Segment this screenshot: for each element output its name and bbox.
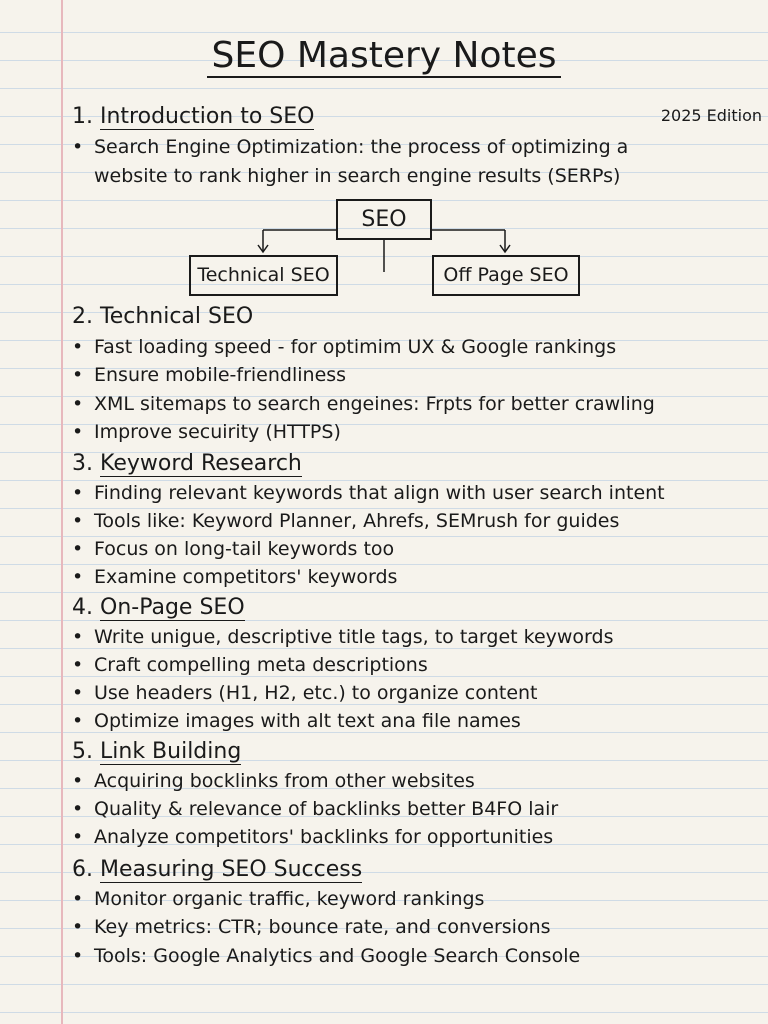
list-item: • Finding relevant keywords that align with user search intent	[72, 479, 665, 507]
bullet-dot: •	[72, 945, 84, 967]
bullet-dot: •	[72, 916, 84, 938]
bullet-dot: •	[72, 538, 84, 560]
list-item: • Examine competitors' keywords	[72, 563, 397, 591]
intro-bullet-1: • Search Engine Optimization: the process of optimizing a	[72, 133, 628, 161]
section-title: Introduction to SEO	[100, 104, 315, 129]
section-number: 4.	[72, 595, 93, 620]
bullet-dot: •	[72, 682, 84, 704]
list-item: • Tools like: Keyword Planner, Ahrefs, SEMrush for guides	[72, 507, 619, 535]
margin-line	[61, 0, 63, 1024]
section-4-heading	[72, 594, 245, 622]
page-title: SEO Mastery Notes	[0, 32, 768, 80]
section-6-heading	[72, 856, 362, 884]
bullet-dot: •	[72, 510, 84, 532]
section-title: Keyword Research	[100, 451, 302, 476]
section-number: 5.	[72, 739, 93, 764]
diagram-root-box: SEO	[336, 199, 432, 240]
list-item: • Use headers (H1, H2, etc.) to organize content	[72, 679, 538, 707]
section-number: 3.	[72, 451, 93, 476]
section-title: Technical SEO	[100, 304, 254, 329]
list-item: • Craft compelling meta descriptions	[72, 651, 428, 679]
list-item: • Quality & relevance of backlinks better B4FO lair	[72, 795, 558, 823]
intro-bullet-1-continued: website to rank higher in search engine results (SERPs)	[94, 165, 621, 187]
section-3-heading	[72, 450, 302, 478]
bullet-dot: •	[72, 888, 84, 910]
bullet-dot: •	[72, 393, 84, 415]
diagram-technical-seo-box: Technical SEO	[189, 255, 338, 296]
bullet-dot: •	[72, 798, 84, 820]
list-item: • Monitor organic traffic, keyword rankings	[72, 885, 484, 913]
list-item: • Focus on long-tail keywords too	[72, 535, 394, 563]
list-item: • Tools: Google Analytics and Google Search Console	[72, 942, 580, 970]
section-2-heading	[72, 303, 253, 331]
list-item: • Analyze competitors' backlinks for opportunities	[72, 823, 553, 851]
section-title: Measuring SEO Success	[100, 857, 363, 882]
list-item: • XML sitemaps to search engeines: Frpts for better crawling	[72, 390, 655, 418]
list-item: • Write unigue, descriptive title tags, to target keywords	[72, 623, 614, 651]
section-number: 2.	[72, 304, 93, 329]
bullet-dot: •	[72, 566, 84, 588]
section-number: 1.	[72, 104, 93, 129]
list-item: • Fast loading speed - for optimim UX & Google rankings	[72, 333, 616, 361]
bullet-dot: •	[72, 654, 84, 676]
list-item: • Improve secuirity (HTTPS)	[72, 418, 341, 446]
section-title: On-Page SEO	[100, 595, 245, 620]
bullet-dot: •	[72, 770, 84, 792]
section-number: 6.	[72, 857, 93, 882]
bullet-dot: •	[72, 336, 84, 358]
bullet-dot: •	[72, 364, 84, 386]
section-title: Link Building	[100, 739, 242, 764]
bullet-dot: •	[72, 826, 84, 848]
bullet-dot: •	[72, 421, 84, 443]
list-item: • Key metrics: CTR; bounce rate, and conversions	[72, 913, 551, 941]
bullet-dot: •	[72, 136, 84, 158]
bullet-dot: •	[72, 626, 84, 648]
bullet-dot: •	[72, 482, 84, 504]
diagram-off-page-seo-box: Off Page SEO	[432, 255, 580, 296]
list-item: • Acquiring bocklinks from other websites	[72, 767, 475, 795]
list-item: • Optimize images with alt text ana file names	[72, 707, 521, 735]
list-item: • Ensure mobile-friendliness	[72, 361, 346, 389]
bullet-dot: •	[72, 710, 84, 732]
section-1-heading	[72, 103, 314, 131]
section-5-heading	[72, 738, 241, 766]
edition-label: 2025 Edition	[660, 106, 762, 125]
